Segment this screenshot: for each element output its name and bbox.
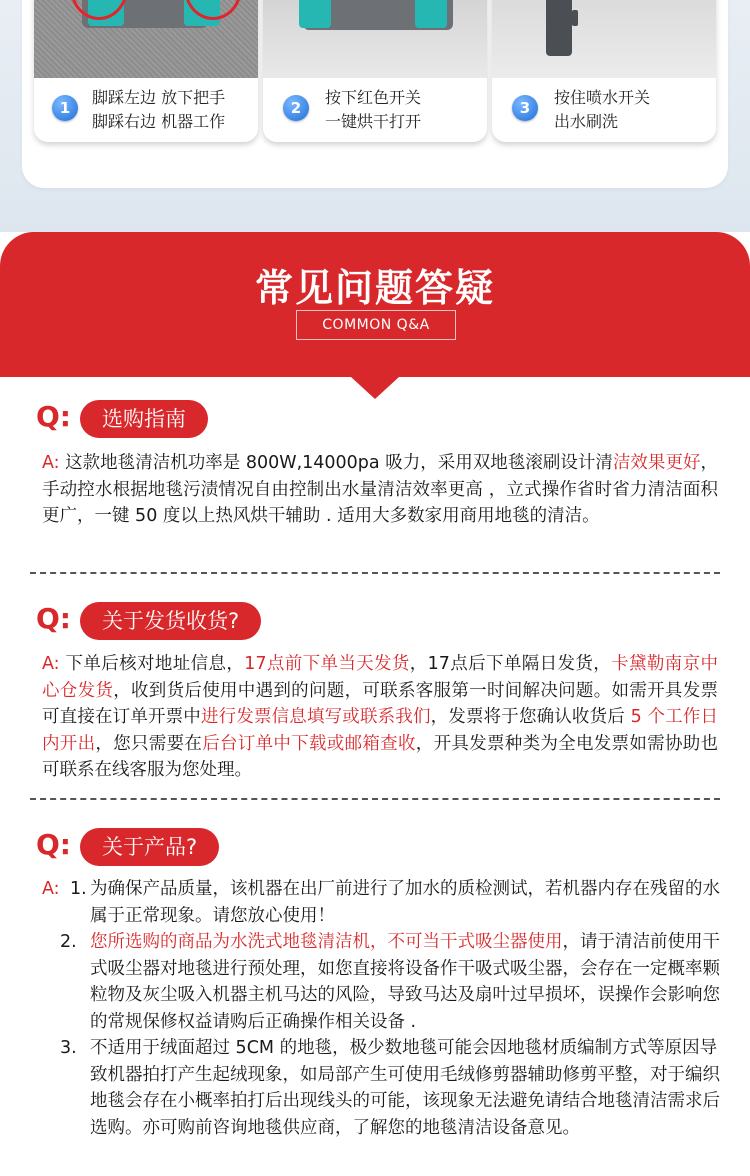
- question-title-3: 关于产品?: [80, 828, 219, 866]
- answer-2-highlight: 卡黛勒南京中心仓发货: [42, 654, 718, 701]
- list-item-text: 不适用于绒面超过 5CM 的地毯，极少数地毯可能会因地毯材质编制方式等原因导致机器拍打产生起绒现象，如局部产生可使用毛绒修剪器辅助修剪平整，对于编织地毯会存在小概率拍打后出现线头的可能，该现象无法避免请结合地毯清洁需求后选购。亦可购前咨询地毯供应商，了解您的地毯清洁设备意见。: [90, 1038, 720, 1138]
- list-item-number: 3.: [60, 1038, 77, 1058]
- step-card-3: [492, 0, 716, 142]
- a-label: A:: [42, 879, 60, 899]
- answer-2-highlight: 5 个工作日内开出: [42, 707, 719, 754]
- step-card-1: [34, 0, 258, 142]
- q-label: Q:: [36, 602, 71, 635]
- page-subtitle: COMMON Q&A: [296, 310, 456, 340]
- answer-3-list: [42, 876, 722, 1141]
- list-item: [42, 876, 722, 929]
- a-label: A:: [42, 453, 60, 473]
- answer-2-highlight: 后台订单中下载或邮箱查收: [202, 733, 416, 754]
- answer-1: [42, 450, 718, 530]
- answer-1-highlight: 洁效果更好: [612, 453, 701, 473]
- step-number-badge: 3: [512, 95, 538, 121]
- answer-2-highlight: 17点前下单当天发货: [244, 654, 410, 674]
- answer-2-highlight: 进行发票信息填写或联系我们: [200, 707, 431, 727]
- steps-card: [22, 0, 728, 188]
- answer-2-text: ，开具发票种类为全电发票如需协助也可联系在线客服为您处理。: [42, 733, 719, 780]
- page-title: 常见问题答疑: [254, 266, 495, 310]
- step-1-text: 脚踩左边 放下把手 脚踩右边 机器工作: [92, 88, 226, 131]
- divider: [30, 572, 720, 574]
- question-title-2: 关于发货收货?: [80, 602, 261, 640]
- list-item: [60, 929, 722, 1035]
- step-3-text: 按住喷水开关 出水刷洗: [554, 88, 651, 131]
- list-item-text: 为确保产品质量，该机器在出厂前进行了加水的质检测试，若机器内存在残留的水属于正常现象。请您放心使用！: [90, 879, 720, 926]
- list-item-number: 2.: [60, 932, 77, 952]
- step-number-badge: 2: [283, 95, 309, 121]
- answer-2: [42, 651, 718, 784]
- list-item-number: 1.: [70, 879, 87, 899]
- answer-2-text: ，收到货后使用中遇到的问题，可联系客服第一时间解决问题。如需开具发票可直接在订单开票中: [42, 680, 719, 727]
- answer-1-text: ，手动控水根据地毯污渍情况自由控制出水量清洁效率更高 ，立式操作省时省力清洁面积更广，一键 50 度以上热风烘干辅助 . 适用大多数家用商用地毯的清洁。: [42, 453, 718, 526]
- answer-2-text: 下单后核对地址信息，: [65, 654, 245, 674]
- step-1-caption: [34, 78, 258, 142]
- list-item-highlight: 您所选购的商品为水洗式地毯清洁机，不可当干式吸尘器使用: [90, 932, 563, 952]
- step-3-photo: [492, 0, 716, 78]
- list-item-text: ，请于清洁前使用干式吸尘器对地毯进行预处理，如您直接将设备作干吸式吸尘器，会存在一定概率颗粒物及灰尘吸入机器主机马达的风险，导致马达及扇叶过早损坏，误操作会影响您的常规保修权益请购后正确操作相关设备 .: [90, 932, 720, 1032]
- step-2-text: 按下红色开关 一键烘干打开: [325, 88, 422, 131]
- question-title-1: 选购指南: [80, 400, 208, 438]
- q-label: Q:: [36, 828, 71, 861]
- answer-2-text: ，17点后下单隔日发货，: [409, 654, 612, 674]
- step-2-caption: [263, 78, 487, 142]
- q-label: Q:: [36, 400, 71, 433]
- list-item: [60, 1035, 722, 1141]
- step-3-caption: [492, 78, 716, 142]
- step-number-badge: 1: [52, 95, 78, 121]
- step-2-photo: [263, 0, 487, 78]
- header-pointer: [351, 377, 399, 399]
- answer-2-text: ，您只需要在: [95, 733, 203, 754]
- step-card-2: [263, 0, 487, 142]
- step-1-photo: [34, 0, 258, 78]
- divider: [30, 798, 720, 800]
- answer-2-text: ，发票将于您确认收货后: [430, 707, 631, 727]
- answer-1-text: 这款地毯清洁机功率是 800W,14000pa 吸力，采用双地毯滚刷设计清: [65, 453, 613, 473]
- a-label: A:: [42, 654, 60, 674]
- steps-section: [0, 0, 750, 232]
